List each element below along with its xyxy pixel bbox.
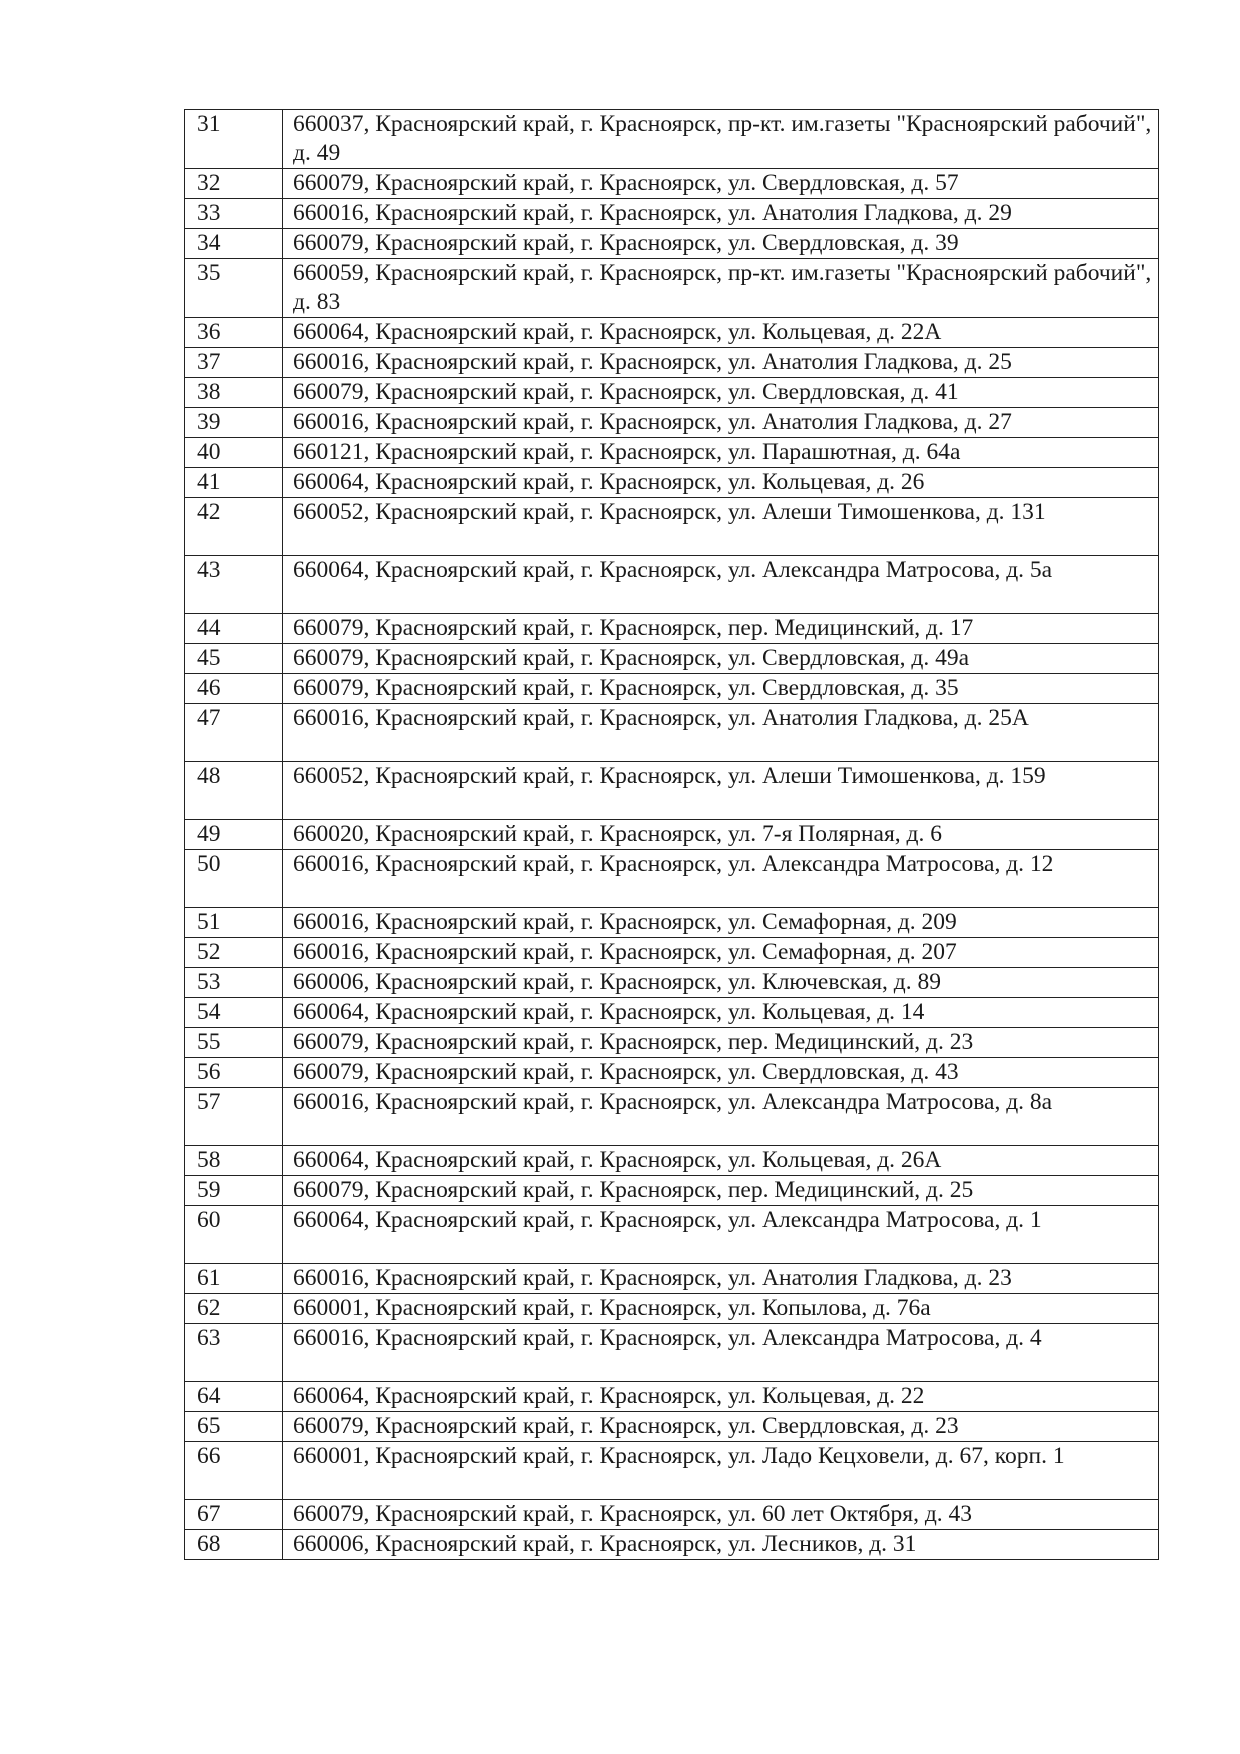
table-row xyxy=(185,1500,1159,1530)
table-row xyxy=(185,556,1159,614)
row-address: 660121, Красноярский край, г. Красноярск, ул. Парашютная, д. 64а xyxy=(283,438,1159,468)
row-number: 48 xyxy=(185,762,283,820)
row-address: 660006, Красноярский край, г. Красноярск, ул. Ключевская, д. 89 xyxy=(283,968,1159,998)
row-address: 660016, Красноярский край, г. Красноярск, ул. Александра Матросова, д. 4 xyxy=(283,1324,1159,1382)
row-address: 660079, Красноярский край, г. Красноярск, ул. Свердловская, д. 43 xyxy=(283,1058,1159,1088)
address-table-body xyxy=(185,110,1159,1560)
table-row xyxy=(185,259,1159,318)
table-row xyxy=(185,468,1159,498)
row-address: 660079, Красноярский край, г. Красноярск, ул. Свердловская, д. 49а xyxy=(283,644,1159,674)
row-address: 660037, Красноярский край, г. Красноярск, пр-кт. им.газеты "Красноярский рабочий", д. 49 xyxy=(283,110,1159,169)
row-number: 52 xyxy=(185,938,283,968)
row-address: 660016, Красноярский край, г. Красноярск, ул. Семафорная, д. 209 xyxy=(283,908,1159,938)
row-address: 660052, Красноярский край, г. Красноярск, ул. Алеши Тимошенкова, д. 131 xyxy=(283,498,1159,556)
row-number: 53 xyxy=(185,968,283,998)
row-number: 32 xyxy=(185,169,283,199)
row-number: 59 xyxy=(185,1176,283,1206)
table-row xyxy=(185,408,1159,438)
row-address: 660001, Красноярский край, г. Красноярск, ул. Копылова, д. 76а xyxy=(283,1294,1159,1324)
table-row xyxy=(185,908,1159,938)
table-row xyxy=(185,968,1159,998)
table-row xyxy=(185,1530,1159,1560)
row-address: 660064, Красноярский край, г. Красноярск, ул. Кольцевая, д. 22 xyxy=(283,1382,1159,1412)
row-number: 43 xyxy=(185,556,283,614)
row-address: 660079, Красноярский край, г. Красноярск, пер. Медицинский, д. 17 xyxy=(283,614,1159,644)
table-row xyxy=(185,1206,1159,1264)
row-address: 660059, Красноярский край, г. Красноярск, пр-кт. им.газеты "Красноярский рабочий", д. 83 xyxy=(283,259,1159,318)
row-number: 34 xyxy=(185,229,283,259)
table-row xyxy=(185,1442,1159,1500)
row-number: 66 xyxy=(185,1442,283,1500)
table-row xyxy=(185,1412,1159,1442)
row-number: 63 xyxy=(185,1324,283,1382)
table-row xyxy=(185,938,1159,968)
table-row xyxy=(185,1294,1159,1324)
row-address: 660079, Красноярский край, г. Красноярск, ул. Свердловская, д. 57 xyxy=(283,169,1159,199)
row-address: 660016, Красноярский край, г. Красноярск, ул. Анатолия Гладкова, д. 29 xyxy=(283,199,1159,229)
row-address: 660016, Красноярский край, г. Красноярск, ул. Анатолия Гладкова, д. 25А xyxy=(283,704,1159,762)
table-row xyxy=(185,1028,1159,1058)
row-number: 45 xyxy=(185,644,283,674)
row-number: 35 xyxy=(185,259,283,318)
row-number: 56 xyxy=(185,1058,283,1088)
table-row xyxy=(185,644,1159,674)
row-address: 660079, Красноярский край, г. Красноярск, ул. Свердловская, д. 35 xyxy=(283,674,1159,704)
row-number: 36 xyxy=(185,318,283,348)
row-address: 660001, Красноярский край, г. Красноярск, ул. Ладо Кецховели, д. 67, корп. 1 xyxy=(283,1442,1159,1500)
row-number: 49 xyxy=(185,820,283,850)
row-number: 64 xyxy=(185,1382,283,1412)
row-number: 50 xyxy=(185,850,283,908)
row-address: 660016, Красноярский край, г. Красноярск, ул. Анатолия Гладкова, д. 23 xyxy=(283,1264,1159,1294)
table-row xyxy=(185,762,1159,820)
row-address: 660064, Красноярский край, г. Красноярск, ул. Александра Матросова, д. 5а xyxy=(283,556,1159,614)
table-row xyxy=(185,378,1159,408)
row-number: 58 xyxy=(185,1146,283,1176)
table-row xyxy=(185,1176,1159,1206)
row-address: 660079, Красноярский край, г. Красноярск, ул. Свердловская, д. 39 xyxy=(283,229,1159,259)
table-row xyxy=(185,614,1159,644)
table-row xyxy=(185,1088,1159,1146)
row-address: 660064, Красноярский край, г. Красноярск, ул. Кольцевая, д. 26А xyxy=(283,1146,1159,1176)
table-row xyxy=(185,850,1159,908)
row-address: 660079, Красноярский край, г. Красноярск, пер. Медицинский, д. 23 xyxy=(283,1028,1159,1058)
row-number: 51 xyxy=(185,908,283,938)
table-row xyxy=(185,110,1159,169)
row-address: 660052, Красноярский край, г. Красноярск, ул. Алеши Тимошенкова, д. 159 xyxy=(283,762,1159,820)
row-address: 660079, Красноярский край, г. Красноярск, ул. Свердловская, д. 23 xyxy=(283,1412,1159,1442)
row-number: 68 xyxy=(185,1530,283,1560)
row-address: 660064, Красноярский край, г. Красноярск, ул. Александра Матросова, д. 1 xyxy=(283,1206,1159,1264)
row-address: 660064, Красноярский край, г. Красноярск, ул. Кольцевая, д. 26 xyxy=(283,468,1159,498)
table-row xyxy=(185,438,1159,468)
table-row xyxy=(185,199,1159,229)
row-address: 660020, Красноярский край, г. Красноярск, ул. 7-я Полярная, д. 6 xyxy=(283,820,1159,850)
row-address: 660079, Красноярский край, г. Красноярск, пер. Медицинский, д. 25 xyxy=(283,1176,1159,1206)
table-row xyxy=(185,998,1159,1028)
table-row xyxy=(185,704,1159,762)
row-number: 38 xyxy=(185,378,283,408)
table-row xyxy=(185,229,1159,259)
table-row xyxy=(185,1146,1159,1176)
row-number: 67 xyxy=(185,1500,283,1530)
table-row xyxy=(185,1382,1159,1412)
row-number: 40 xyxy=(185,438,283,468)
table-row xyxy=(185,348,1159,378)
row-number: 57 xyxy=(185,1088,283,1146)
table-row xyxy=(185,169,1159,199)
row-number: 39 xyxy=(185,408,283,438)
table-row xyxy=(185,498,1159,556)
table-row xyxy=(185,820,1159,850)
row-number: 46 xyxy=(185,674,283,704)
row-number: 60 xyxy=(185,1206,283,1264)
row-address: 660016, Красноярский край, г. Красноярск, ул. Александра Матросова, д. 8а xyxy=(283,1088,1159,1146)
row-address: 660016, Красноярский край, г. Красноярск, ул. Анатолия Гладкова, д. 27 xyxy=(283,408,1159,438)
table-row xyxy=(185,1324,1159,1382)
row-number: 41 xyxy=(185,468,283,498)
address-table xyxy=(184,109,1159,1560)
row-number: 47 xyxy=(185,704,283,762)
table-row xyxy=(185,674,1159,704)
row-number: 44 xyxy=(185,614,283,644)
row-address: 660064, Красноярский край, г. Красноярск, ул. Кольцевая, д. 14 xyxy=(283,998,1159,1028)
row-number: 42 xyxy=(185,498,283,556)
row-number: 62 xyxy=(185,1294,283,1324)
row-number: 33 xyxy=(185,199,283,229)
table-row xyxy=(185,318,1159,348)
row-address: 660064, Красноярский край, г. Красноярск, ул. Кольцевая, д. 22А xyxy=(283,318,1159,348)
table-row xyxy=(185,1264,1159,1294)
row-number: 61 xyxy=(185,1264,283,1294)
row-address: 660016, Красноярский край, г. Красноярск, ул. Семафорная, д. 207 xyxy=(283,938,1159,968)
row-address: 660079, Красноярский край, г. Красноярск, ул. Свердловская, д. 41 xyxy=(283,378,1159,408)
row-address: 660079, Красноярский край, г. Красноярск, ул. 60 лет Октября, д. 43 xyxy=(283,1500,1159,1530)
table-row xyxy=(185,1058,1159,1088)
row-number: 55 xyxy=(185,1028,283,1058)
row-number: 65 xyxy=(185,1412,283,1442)
row-number: 54 xyxy=(185,998,283,1028)
row-number: 31 xyxy=(185,110,283,169)
row-address: 660016, Красноярский край, г. Красноярск, ул. Александра Матросова, д. 12 xyxy=(283,850,1159,908)
row-address: 660016, Красноярский край, г. Красноярск, ул. Анатолия Гладкова, д. 25 xyxy=(283,348,1159,378)
row-address: 660006, Красноярский край, г. Красноярск, ул. Лесников, д. 31 xyxy=(283,1530,1159,1560)
row-number: 37 xyxy=(185,348,283,378)
